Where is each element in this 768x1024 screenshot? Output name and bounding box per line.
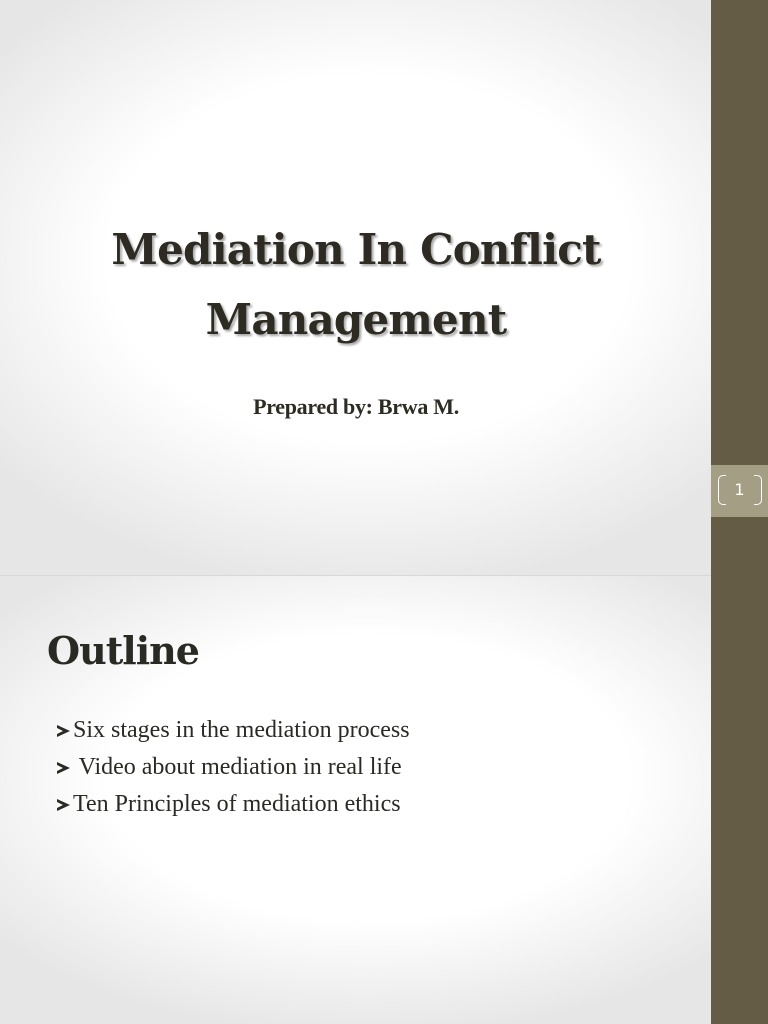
list-item-text: Video about mediation in real life xyxy=(73,754,402,780)
list-item xyxy=(57,786,410,823)
list-item-text: Ten Principles of mediation ethics xyxy=(73,791,401,817)
arrow-bullet-icon xyxy=(57,724,71,738)
list-item-text: Six stages in the mediation process xyxy=(73,717,410,743)
arrow-bullet-icon xyxy=(57,798,71,812)
slide-title-line-2: Management xyxy=(205,295,507,344)
outline-title: Outline xyxy=(47,628,199,673)
slide-subtitle: Prepared by: Brwa M. xyxy=(253,394,459,419)
slide-2 xyxy=(0,576,768,1024)
page-number: 1 xyxy=(734,480,745,499)
slide-side-bar xyxy=(711,0,768,1024)
bracket-right-icon xyxy=(754,475,762,505)
slide-title xyxy=(0,215,712,355)
list-item xyxy=(57,749,410,786)
arrow-bullet-icon xyxy=(57,761,71,775)
list-item xyxy=(57,712,410,749)
slide-title-line-1: Mediation In Conflict xyxy=(111,225,601,274)
page-number-badge xyxy=(711,465,768,517)
outline-list xyxy=(57,712,410,823)
